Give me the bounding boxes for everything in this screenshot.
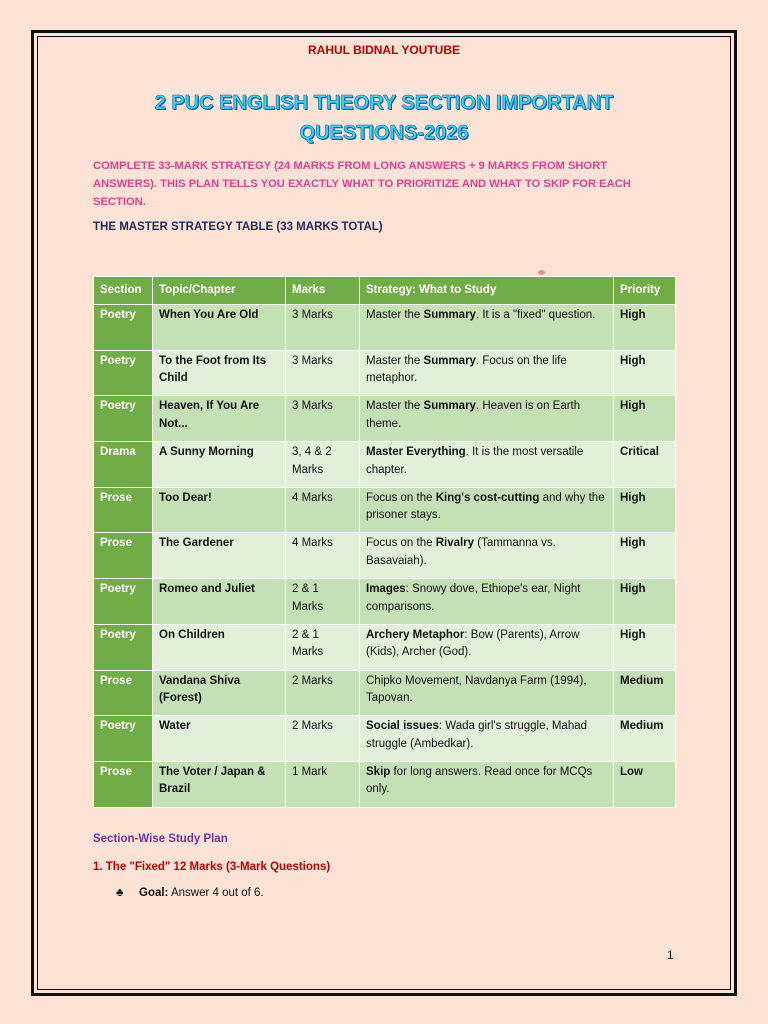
document-title: 2 PUC ENGLISH THEORY SECTION IMPORTANT QUESTIONS-2026 [154,92,614,144]
priority-cell: Medium [614,670,676,716]
topic-cell: Romeo and Juliet [153,579,286,625]
strategy-text: Master the [366,400,424,413]
column-header: Strategy: What to Study [360,277,614,305]
section-cell: Prose [94,761,153,807]
column-header: Topic/Chapter [153,277,286,305]
strategy-text: . Focus on the life metaphor. [366,354,567,385]
topic-cell: To the Foot from Its Child [153,350,286,396]
priority-cell: High [614,396,676,442]
club-icon: ♣ [116,887,124,899]
strategy-cell [360,533,614,579]
section-cell: Poetry [94,350,153,396]
strategy-emphasis: Skip [366,765,391,778]
strategy-cell [360,350,614,396]
strategy-text: Focus on the [366,491,436,504]
section-cell: Poetry [94,579,153,625]
strategy-cell [360,670,614,716]
topic-cell: Vandana Shiva (Forest) [153,670,286,716]
marks-cell: 4 Marks [286,533,360,579]
strategy-emphasis: King's cost-cutting [435,491,540,504]
section-cell: Poetry [94,396,153,442]
strategy-cell [360,487,614,533]
priority-cell: High [614,624,676,670]
table-row [94,305,676,351]
strategy-text: . Heaven is on Earth theme. [366,400,581,430]
marks-cell: 2 & 1 Marks [286,624,360,670]
strategy-text: for long answers. Read once for MCQs only. [366,765,593,796]
table-heading: THE MASTER STRATEGY TABLE (33 MARKS TOTAL) [93,221,383,233]
strategy-cell [360,761,614,807]
strategy-table [93,276,676,808]
column-header: Priority [614,277,676,305]
table-row [94,442,676,488]
study-plan-heading: Section-Wise Study Plan [93,833,228,845]
strategy-cell [360,305,614,351]
section-cell: Poetry [94,624,153,670]
section-cell: Drama [94,442,153,488]
table-row [94,487,676,533]
marks-cell: 2 Marks [286,716,360,762]
column-header: Marks [286,277,360,305]
goal-label: Goal: [139,887,169,899]
priority-cell: High [614,305,676,351]
strategy-emphasis: Summary [423,400,476,413]
strategy-text: . It is a "fixed" question. [475,309,596,321]
strategy-text: Focus on the [366,537,436,550]
table-row [94,670,676,716]
strategy-emphasis: Rivalry [435,537,475,550]
strategy-cell [360,396,614,442]
marks-cell: 3, 4 & 2 Marks [286,442,360,488]
table-row [94,761,676,807]
strategy-text: : Wada girl's struggle, Mahad struggle (Ambedkar). [366,720,588,750]
strategy-emphasis: Summary [423,309,476,321]
marks-cell: 3 Marks [286,305,360,351]
topic-cell: The Gardener [153,533,286,579]
marks-cell: 4 Marks [286,487,360,533]
page-number: 1 [667,948,674,962]
strategy-emphasis: Summary [423,354,476,367]
topic-cell: Heaven, If You Are Not... [153,396,286,442]
priority-cell: High [614,533,676,579]
topic-cell: A Sunny Morning [153,442,286,488]
table-row [94,350,676,396]
table-row [94,533,676,579]
intro-paragraph: COMPLETE 33-MARK STRATEGY (24 MARKS FROM LONG ANSWERS + 9 MARKS FROM SHORT ANSWERS). THIS PLAN TELLS YOU EXACTLY WHAT TO PRIORITIZE AND WHAT TO SKIP FOR EACH SECTION. [93,160,631,208]
priority-cell: Critical [614,442,676,488]
topic-cell: Too Dear! [153,487,286,533]
table-row [94,624,676,670]
strategy-emphasis: Social issues [366,720,439,733]
table-row [94,716,676,762]
strategy-text: : Snowy dove, Ethiope's ear, Night comparisons. [366,583,581,613]
strategy-text: (Tammanna vs. Basavaiah). [366,537,556,567]
topic-cell: The Voter / Japan & Brazil [153,761,286,807]
table-header-row [94,277,676,305]
strategy-cell [360,442,614,488]
marks-cell: 2 & 1 Marks [286,579,360,625]
strategy-cell [360,716,614,762]
fixed-marks-heading: 1. The "Fixed" 12 Marks (3-Mark Questions) [93,861,331,873]
section-cell: Prose [94,670,153,716]
priority-cell: High [614,579,676,625]
section-cell: Poetry [94,716,153,762]
strategy-emphasis: Archery Metaphor [366,628,465,641]
priority-cell: High [614,487,676,533]
column-header: Section [94,277,153,305]
marks-cell: 3 Marks [286,396,360,442]
strategy-text: Master the [366,309,424,321]
priority-cell: Medium [614,716,676,762]
marks-cell: 1 Mark [286,761,360,807]
strategy-text: : Bow (Parents), Arrow (Kids), Archer (God). [366,628,580,659]
strategy-text: . It is the most versatile chapter. [366,446,584,476]
decorative-dot [538,270,545,275]
table-row [94,396,676,442]
marks-cell: 2 Marks [286,670,360,716]
strategy-text: Chipko Movement, Navdanya Farm (1994), Tapovan. [366,674,587,704]
strategy-cell [360,579,614,625]
page-header: RAHUL BIDNAL YOUTUBE [307,43,460,57]
topic-cell: On Children [153,624,286,670]
section-cell: Poetry [94,305,153,351]
goal-text: Answer 4 out of 6. [168,887,264,899]
strategy-text: and why the prisoner stays. [366,491,605,522]
marks-cell: 3 Marks [286,350,360,396]
topic-cell: Water [153,716,286,762]
strategy-cell [360,624,614,670]
strategy-emphasis: Master Everything [366,446,466,459]
topic-cell: When You Are Old [153,305,286,351]
section-cell: Prose [94,487,153,533]
priority-cell: Low [614,761,676,807]
table-row [94,579,676,625]
strategy-text: Master the [366,354,424,367]
strategy-emphasis: Images [366,583,406,596]
section-cell: Prose [94,533,153,579]
priority-cell: High [614,350,676,396]
goal-bullet [116,887,264,899]
